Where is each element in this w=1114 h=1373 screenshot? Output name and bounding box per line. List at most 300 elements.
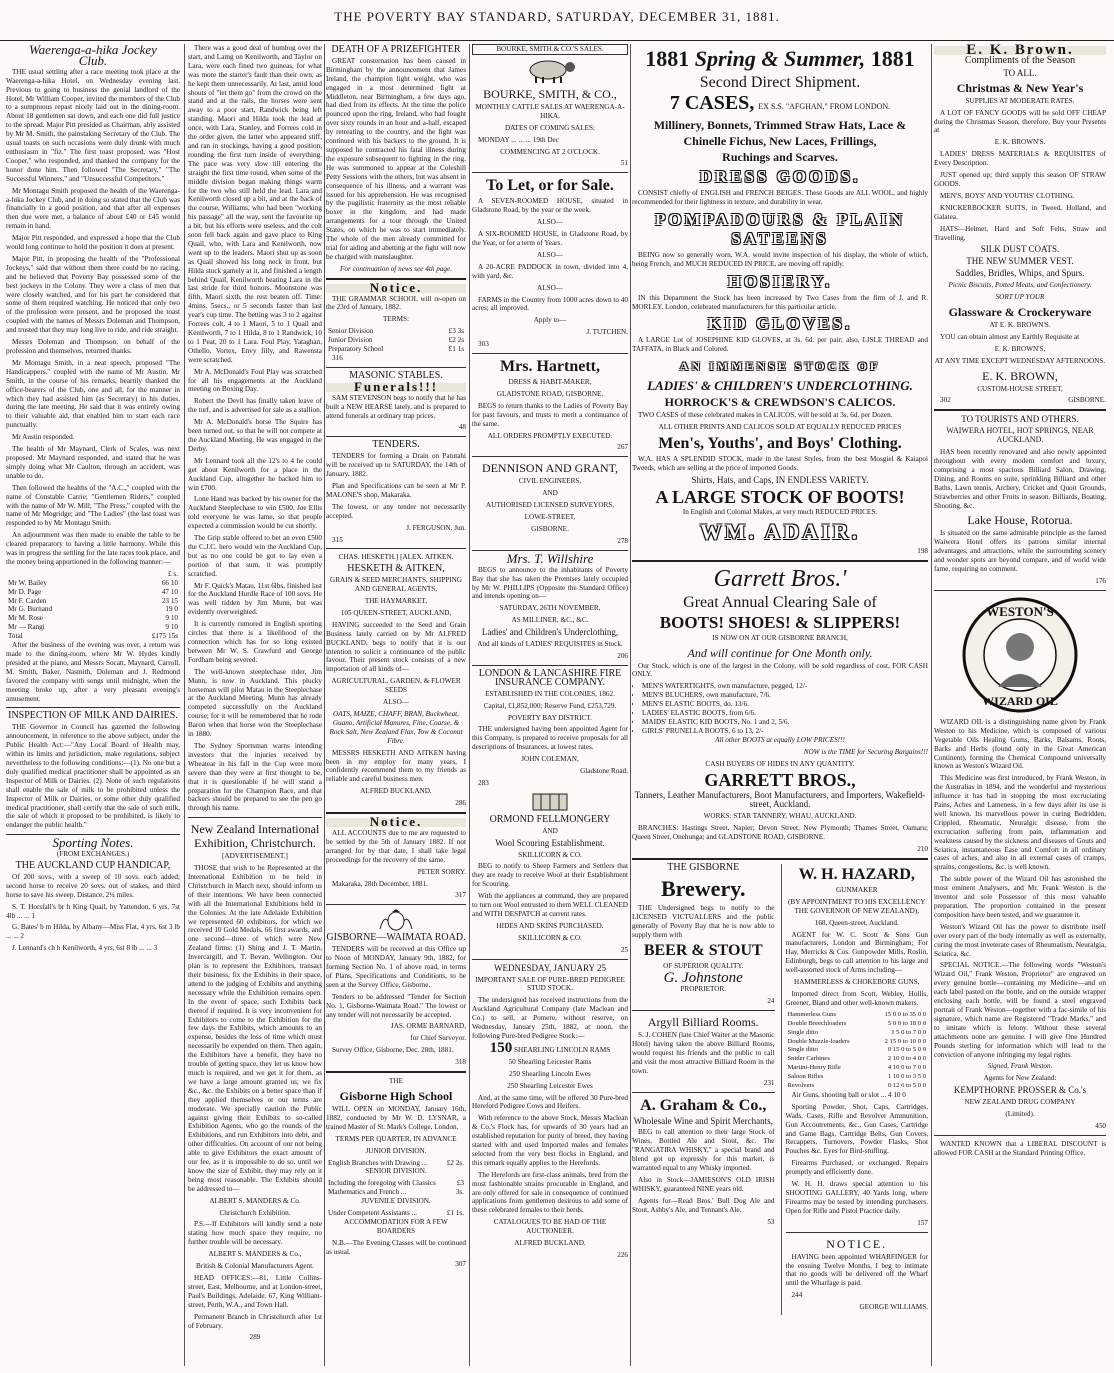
fee-table [326, 1209, 466, 1218]
cell: £2 2s. [446, 1158, 464, 1167]
subheading: (Limited). [1005, 1110, 1035, 1119]
subheading: MONTHLY CATTLE SALES AT WAERENGA-A-HIKA. [475, 102, 625, 120]
paragraph: WILL OPEN on MONDAY, January 16th, 1882, conducted by Mr W. D. LYSNAR, a trained Master of St. Mark's College, London. [326, 1105, 466, 1131]
paragraph: HEAD OFFICES:—81, Little Collins-street, East, Melbourne, and at London-street, Paul's Buildings, Adelaide. 67, King William-street, Perth, W.A., and Town Hall. [188, 1274, 322, 1309]
notice-heading: Notice. [326, 818, 466, 827]
ad-number: 289 [249, 1333, 261, 1342]
year: 1881 [645, 46, 690, 71]
cell: Revolvers [787, 1082, 815, 1090]
advertiser-name: E. K. Brown. [934, 46, 1106, 55]
paragraph: IN this Department the Stock has been increased by Two Cases from the firm of J. and R. MORLEY, London, celebrated manufacturers for this particular article. [632, 293, 928, 311]
divider [632, 858, 928, 860]
table-total-row [6, 632, 180, 641]
paragraph: BRANCHES: Hastings Street, Napier; Devon Street, New Plymouth; Thames Street, Oamaru; Queen Street, Onehunga; and GLADSTONE ROAD, GISBORNE. [632, 824, 928, 842]
divider [934, 1135, 1106, 1136]
table-row [786, 1064, 929, 1073]
paragraph: P.S.—If Exhibitors will kindly send a note stating how much space they require, no further trouble will be necessary. [188, 1220, 322, 1247]
section-heading: A LARGE STOCK OF BOOTS! [655, 486, 905, 507]
ad-number: 278 [617, 536, 628, 545]
paragraph: The well-known steeplechase rider, Jim Munn, is now in Auckland. This plucky horseman will pilot Matau in the Steeplechase at the Auckland Meeting. Munn has already competed successfully on the Auckland course; for it will be remembered that he rode Baron when that horse won the Steeplechase in 1880. [188, 667, 322, 739]
table-row [326, 1159, 466, 1168]
signature: PETER SORRY. [417, 867, 466, 876]
paragraph: Air Guns, shooting ball or slot ... 4 10 0 [791, 1090, 906, 1099]
section-heading: INSPECTION OF MILK AND DAIRIES. [8, 710, 178, 722]
cell: Including the foregoing with Classics Mathematics and French ... [328, 1179, 436, 1197]
paragraph: JUST opened up; third supply this season OF STRAW GOODS. [934, 171, 1106, 188]
cell: Junior Division [328, 336, 373, 345]
subheading: IMPORTANT SALE OF PURE-BRED PEDIGREE STUD STOCK. [475, 975, 625, 993]
masthead: THE POVERTY BAY STANDARD, SATURDAY, DECEMBER 31, 1881. [0, 0, 1114, 41]
cell: 0 15 0 to 5 0 0 [887, 1046, 926, 1054]
cell: 9 10 [165, 614, 178, 623]
subheading: DRESS & HABIT-MAKER, [508, 378, 592, 387]
subheading: ACCOMMODATION FOR A FEW BOARDERS [344, 1217, 448, 1235]
divider [632, 560, 928, 562]
paragraph: THOSE that wish to be Represented at the International Exhibition to be held in Christchurch in March next, should inform us of their intentions. We have been connected with all the International Exhibitions held in the Colonies. At the late Adelaide Exhibition we represented 60 exhibitors, for which we received 10 Gold Medals, 66 first awards, and one second—three of which were New Zealand firms: (1) Shing and J. T. Martin, Invercargill, and T. Bevan, Wellington. Our plan is to represent the Exhibitors, transact their business, fix the Exhibits in their space, attend to the judging of Exhibits and anything necessary while the Exhibition remains open. In the event of space, such Exhibits back thereof if required. It is very inconvenient for Exhibitors to come to the Exhibition for the few days the Exhibits, which amounts to an expense, besides the loss of time which must necessarily be expended on them. Then again, the Exhibitors have a benefit, they have no trouble of getting space, they let us know how much is required, and we get it for them, as we have a large amount granted us; we fix &c., &c. the Exhibits on a better space than if they applied themselves or our terms are moderate. We specially caution the Public against giving their Exhibits to so-called Exhibition Agents, who go the rounds of the Exhibitions, and run Exhibitors into debt, and other difficulties. On account of our not being able to give Exhibitors the exact amount of our fee, as it is impossible to do so, until we know the size of Exhibit, they may rely on it being most reasonable. The Exhibits should be addressed to— [188, 864, 322, 1193]
subheading: ALSO— [537, 283, 563, 292]
signature: for Chief Surveyor. [410, 1034, 466, 1043]
paragraph: Mr Austin responded. [12, 433, 75, 442]
section-heading: AN IMMENSE STOCK OF [679, 359, 881, 374]
subheading: HIDES AND SKINS PURCHASED. [496, 921, 604, 930]
subheading: ALSO— [383, 698, 409, 707]
subheading: AND [542, 826, 558, 835]
ad-number: 48 [458, 423, 466, 432]
paragraph: N.B.—The Evening Classes will be continued as usual. [326, 1238, 466, 1256]
ad-number: 286 [455, 799, 466, 808]
paragraph: Mr F. Quick's Matau, 11st 6lbs, finished last for the Auckland Hurdle Race of 100 sovs. He was well ridden by Jim Munn, but was evidently overweighted. [188, 581, 322, 617]
subheading: Tanners, Leather Manufacturers, Boot Manufacturers, and Importers, Wakefield-street, Auckland. [634, 790, 926, 810]
subheading: SUPPLIES AT MODERATE RATES. [965, 96, 1075, 105]
subheading: ALSO— [537, 250, 563, 259]
divider [472, 353, 628, 354]
subheading: CASH BUYERS OF HIDES IN ANY QUANTITY. [705, 759, 855, 768]
paragraph: Lone Hand was backed by his owner for the Auckland Steeplechase to win £500. Joe Ellis told everyone he was lame, so that people expected a commission would be cut shortly. [188, 495, 322, 531]
ad-number: 231 [763, 1078, 775, 1087]
paragraph: HAVING been appointed WHARFINGER for the ensuing Twelve Months, I beg to intimate that no goods will be delivered off the Wharf until the Wharfage is paid. [785, 1252, 928, 1288]
paragraph: W. H. H. draws special attention to his SHOOTING GALLERY, 40 Yards long, where Firearms may be tested by intending purchasers. Open for Rifle and Pistol Practice daily. [785, 1180, 928, 1215]
section-heading: HOSIERY. [727, 271, 833, 291]
ad-number: 226 [617, 1251, 628, 1259]
ad-row [632, 861, 928, 1315]
paragraph: S. J. COHEN (late Chief Waiter at the Masonic Hotel) having taken the above Billiard Rooms, would request his friends and the public to call and visit the most attractive Billiard Room in the town. [632, 1031, 775, 1075]
ad-number: 51 [620, 159, 628, 168]
advertiser-name: Garrett Bros.' [713, 565, 847, 592]
advertiser-name: WM. ADAIR. [699, 518, 861, 544]
section-heading: New Zealand International Exhibition, Christchurch. [190, 822, 320, 851]
subheading: ESTABLISHED IN THE COLONIES, 1862. [485, 689, 615, 698]
subheading: ALL ORDERS PROMPTLY EXECUTED. [487, 431, 613, 440]
paragraph: TENDERS for forming a Drain on Patutahi will be received up to SATURDAY, the 14th of January, 1882. [326, 452, 466, 479]
cell: 23 15 [161, 596, 178, 605]
column-rule [630, 44, 631, 1366]
subheading: WEDNESDAY, JANUARY 25 [494, 962, 606, 973]
divider [934, 590, 1106, 591]
subheading: HAMMERLESS & CHOKEBORE GUNS, [794, 978, 920, 987]
subheading: TO TOURISTS AND OTHERS. [961, 414, 1079, 425]
column-rule [184, 44, 185, 1366]
paragraph: Then followed the healths of the "A.C.," coupled with the name of Constable Carrie; "Gentlemen Riders," coupled with the name of Mr W. Mill; "The Press," coupled with the name of Mr Mogridge; and "The Ladies" (the last toast was responded to by Mr Montagu Smith. [6, 483, 180, 528]
paragraph: Tenders to be addressed "Tender for Section No. 1, Gisborne-Waimata Road." The lowest or any tender will not necessarily be accepted. [326, 992, 466, 1019]
paragraph: THE undersigned having been appointed Agent for this Company, is prepared to receive proposals for all descriptions of Insurances, at lowest rates. [472, 725, 628, 752]
paragraph: THE usual settling after a race meeting took place at the Waerenga-a-hika Hotel, on Wednesday evening last. Previous to going to business the genial landlord of the Hotel, Mr William Cooper, invited the members of the Club to a sumptuous repast nicely laid out in the dining-room. About 18 gentlemen sat down, and each one did full justice to the spread. Major Pitt presided as Chairman, ably assisted by Mr M. Smith, the painstaking Secretary of the Club. The usual toasts on such occasions were duly drunk with much enthusiasm in "fiz." The first toast proposed, was "Host Cooper," who responded, and thanked the company for the honor done him. Then followed "The Secretary," "The Successful Winners," and "Unsuccessful Competitors." [6, 67, 180, 183]
paragraph: HAS been recently renovated and also newly appointed throughout with every modern comfort and luxury, comprising a most spacious Billiard Salon, Drawing, Dining, and Rooms en suite, sprinkling Billiard and other Baths, Lawn tennis, Archery, Cricket and Quoit Grounds, Strawberries and other Fruits in season. Billiards, Boating, Shooting, &c. [934, 448, 1106, 510]
section-heading: HESKETH & AITKEN, [347, 563, 445, 575]
paragraph: There was a good deal of humbug over the start, and Lamg on Kenilworth, and Taylor on Lara, were each fined two guineas, for what was more the starter's fault than their own, as he kept them unnecessarily. At last, amid loud shouts of "let them go" from the crowd on the stand and at the rails, the horses were sent away to a poor start, Randwick being left standing. Maori and Hilda took the lead at once, with Lara, Stanley, and Forrees cold in the order given, the latter who appeared stiff, and ran in stockings, having a good position, rounding the first turn inside of everything. The pace was very slow till entering the straight the first time round, when some of the middle division began making things warm for the two who still held the lead. Lara and Kenilworth closed up a bit, and at the back of the course, Williams, who had been "working his passage" all the way, sent the favourite up a bit, but his efforts were useless, and the colt soon fell back again and gave place to King Quail, who, with Lara and Kenilworth, now went up to the leaders. Maori shut up as soon as Quail showed his long neck in front, but Hilda stuck gamely at it, and finished a length behind Quail, Kenilworth beating Lara in the last stride for third honors. Moonstone was fifth, Maori sixth, the rest beaten off. Time: 4mins. 5secs., or 5 seconds faster than last year's cup time. The betting was 3 to 2 against Forrees colt, 4 to 1 Maori, 5 to 1 Quail and Kenilworth, 7 to 1 Hilda, 8 to 1 Randwick, 10 to 1 Peat, 20 to 1 Lara. Foul Play, Yataghan, Othello, Vortex, Envy filly, and Rawensta were scratched. [188, 44, 322, 364]
divider [632, 1092, 775, 1093]
table-row [326, 336, 466, 345]
subheading: ALL OTHER PRINTS AND CALICOS SOLD AT EQUALLY REDUCED PRICES [658, 423, 902, 432]
section-heading: DEATH OF A PRIZEFIGHTER [331, 44, 461, 55]
stock-item: 250 Shearling Leicester Ewes [507, 1081, 593, 1090]
table-row [6, 605, 180, 614]
signature: Christchurch Exhibition. [219, 1208, 291, 1217]
subheading: POVERTY BAY DISTRICT. [508, 713, 592, 722]
ad-number: 315 [332, 535, 343, 544]
wizard-oil-seal-icon [960, 595, 1080, 715]
divider [934, 409, 1106, 411]
subheading [934, 396, 1106, 405]
stock-item: 250 Shearling Lincoln Ewes [509, 1069, 591, 1078]
section-heading: LADIES' & CHILDREN'S UNDERCLOTHING. [647, 378, 913, 394]
subheading: TERMS PER QUARTER, IN ADVANCE [335, 1134, 457, 1143]
paragraph: An adjournment was then made to enable the table to be cleared preparatory to having a little harmony. While this was in progress the settling for the late races took place, and the money being apportioned in the following manner:— [6, 531, 180, 566]
section-heading: MASONIC STABLES. [349, 369, 443, 381]
divider [326, 367, 466, 368]
fee-table [326, 327, 466, 354]
fee-table [326, 1179, 466, 1197]
subheading: AGRICULTURAL, GARDEN, & FLOWER SEEDS [331, 677, 461, 695]
paragraph: The undersigned has received instructions from the Auckland Agricultural Company (late Maclean and Co.) to sell, at Pomere, without reserve, on Wednesday, January 25th, 1882, at noon, the following Pure-bred Pedigree Stock:— [472, 996, 628, 1040]
column-3 [326, 44, 466, 1366]
section-heading: NOTICE. [826, 1236, 888, 1251]
paragraph: GREAT consternation has been caused in Birmingham by the announcement that James Ireland, the champion light weight, who was engaged in a most determined fight at Middleton, near Birmingham, a few days ago, had died from its effects. At the time the police pounced upon the ring, Ireland, who had fought over sixty rounds in an hour and a-half, escaped by retreating to the country, and the fight was continued with his backers to the ground. It is supposed he contracted his fatal illness during the exposure subsequent to fighting in the ring. He was summoned to appear at the Coleshill Petty Sessions with the others, but was absent in consequence of his illness, and a warrant was issued for his apprehension. He was recognised by the pugilistic fraternity as the most reliable boxer in the kingdom, and had made arrangements for a tour through the United States, on which he was to start immediately. The whole of the men already committed for trial for aiding and abetting at the fight will now be charged with manslaughter. [326, 56, 466, 261]
paragraph: HATS—Helmet, Hard and Soft Felts, Straw and Travelling. [934, 224, 1106, 242]
advertiser-name: E. K. BROWN, [982, 368, 1058, 383]
paragraph: With the appliances at command, they are prepared to turn out Wool entrusted to them WELL CLEANED and WITH DESPATCH at current rates. [472, 892, 628, 918]
notice-heading: Funerals!!! [326, 383, 466, 392]
signature: G. Johnstone [663, 970, 743, 987]
subheading: 105 QUEEN-STREET, AUCKLAND, [340, 608, 452, 617]
money-table [6, 570, 180, 641]
paragraph: Messrs Doleman and Thompson, on behalf of the profession and themselves, returned thanks. [6, 338, 180, 355]
wool-bale-icon [527, 791, 573, 813]
gun-price-table [786, 1011, 929, 1091]
subheading: GUNMAKER [835, 885, 878, 894]
paragraph: OATS, MAIZE, CHAFF, BRAN, Buckwheat, Guano, Artificial Manures, Fine, Coarse, & Rock Salt, New Zealand Flax, Tow & Coconut Fibre. [329, 710, 463, 745]
ad-number: 210 [917, 845, 928, 853]
table-row [786, 1029, 929, 1038]
cell: Mr F. Carden [8, 596, 47, 605]
paragraph: ALL ACCOUNTS due to me are requested to be settled by the 5th of January 1882. If not arranged for by that date, I shall take legal proceedings for the recovery of the same. [326, 828, 466, 864]
cell: Senior Division [328, 327, 374, 336]
paragraph: Major Pitt, in proposing the health of the "Professional Jockeys," said that without them there could be no racing, and he believed that Poverty Bay possessed some of the best jockeys in the Colony. They were a class of men that were closely watched, and for his part he considered that some of them required watching. He noticed that only two of the profession were present, and he proposed the toast coupled with the names of Messrs Doleman and Thompson, and trusted that they may long live to ride, and ride straight. [6, 254, 180, 335]
subheading: E. K. BROWN'S. [994, 138, 1046, 147]
ad-number: 198 [917, 546, 928, 555]
continuation-note: For continuation of news see 4th page. [340, 264, 452, 273]
subheading: CIVIL ENGINEERS, [518, 477, 582, 486]
ad-number: 206 [617, 651, 628, 660]
ad-number: 307 [455, 1259, 466, 1268]
cell: Mr W. Bailey [8, 578, 47, 587]
cell: Snider Carbines [787, 1055, 830, 1063]
section-heading: GISBORNE—WAIMATA ROAD. [326, 932, 466, 944]
table-row [6, 588, 180, 597]
list-item: • LADIES' ELASTIC BOOTS, from 6/6. [642, 709, 928, 718]
section-heading: DRESS GOODS. [699, 167, 861, 186]
subheading: THE [389, 1077, 403, 1086]
table-row [326, 327, 466, 336]
subheading: NOW is the TIME for Securing Bargains!!! [803, 747, 928, 756]
subheading: Chinelle Fichus, New Laces, Frillings, [683, 134, 877, 148]
section-heading: Mrs. Hartnett, [500, 358, 600, 376]
date-line: Survey Office, Gisborne, Dec. 28th, 1881. [332, 1046, 454, 1055]
cell: 4 10 0 to 7 0 0 [887, 1064, 926, 1072]
divider [188, 817, 322, 818]
paragraph: AGENT for W. C. Scott & Sons Gun manufacturers, London and Birmingham; For Hay, Merricks & Cos. Gunpowder Mills, Roslin, Edinburgh, begs to call attention to his large and well-assorted stock of Arms including— [785, 930, 928, 975]
ad-number: 283 [478, 778, 489, 787]
cell: 2 10 0 to 4 0 0 [887, 1055, 926, 1063]
subheading: JUVENILE DIVISION. [361, 1197, 431, 1206]
ad-number: 176 [1095, 576, 1106, 585]
section-heading: BOURKE, SMITH & CO.'S SALES. [472, 44, 628, 55]
section-heading: Christmas & New Year's [956, 80, 1084, 95]
section-heading [632, 46, 928, 72]
paragraph: BEING now so generally worn, W.A. would invite inspection of his display, the whole of which, being French, and MUCH REDUCED IN PRICE, are moving off rapidly. [632, 250, 928, 268]
divider [326, 548, 466, 549]
subheading: 168, Queen-street, Auckland. [814, 918, 899, 927]
paragraph: Mr A. McDonald's Foul Play was scratched for all his engagements at the Auckland meeting on Boxing Day. [188, 367, 322, 394]
paragraph: Sporting Powder, Shot, Caps, Cartridges, Wads, Cases, Rifle and Revolver Ammunition, Gun Accoutrements, &c., Gun Cases, Cartridge and Game Bags, Cartridge Belts, Gun Covers, Recappers, Turnovers, Powder Flasks, Shot Pouches &c. Eyes for Bird-stuffing. [785, 1102, 928, 1156]
subheading: Apply to— [533, 316, 567, 325]
divider [632, 1010, 775, 1011]
advertiser-name: GARRETT BROS., [704, 770, 856, 791]
section-heading: Argyll Billiard Rooms. [647, 1015, 759, 1030]
cell: 15 0 0 to 35 0 0 [884, 1010, 926, 1018]
paragraph: THE GRAMMAR SCHOOL will re-open on the 23rd of January, 1882. [326, 294, 466, 312]
paragraph: It is currently rumored in English sporting circles that there is a likelihood of the connection which has for so long existed between Mr W. S. Crawfurd and George Fordham being severed. [188, 620, 322, 664]
subheading [472, 1039, 628, 1056]
column-rule [324, 44, 325, 1366]
paragraph: TENDERS will be received at this Office up to Noon of MONDAY, January 9th, 1882, for forming Section No. 1 of above road, in terms of Plans, Specifications and Conditions, to be seen at the Survey Office, Gisborne. [326, 945, 466, 989]
paragraph: W.A. HAS A SPLENDID STOCK, made in the latest Styles, from the best Mosgiel & Kaiapoi Tweeds, which are selling at the price of imported Goods. [632, 455, 928, 472]
signature: SKILLICORN & CO. [518, 933, 582, 942]
column-6 [934, 44, 1106, 1366]
ad-block-right [781, 864, 929, 1315]
paragraph: With reference to the above Stock, Messrs Maclean & Co.'s Flock has, for upwards of 30 years had an established reputation for purity of breed, they having started with and used Imported males and females selected from the very best flocks in England, and this remark equally applies to the Herefords. [472, 1114, 628, 1167]
paragraph: This Medicine was first introduced, by Frank Weston, in the Australias in 1894, and the wonderful and mysterious influence it has had in stopping the most excruciating Pains, Aches and Lameness, in a few days after its use is well known. Its marvellous power in curing Bedridden, Crippled, Rheumatic, Neuralgic disease, from the excruciation suffering from pain, inflammation and weakness caused by the sickness and diseases of Gouts and Sciatica, instantaneous Ease and Comfort in all ordinary cases of aches, and also in all external cases of cramps, sprains, congestions, &c. is well known. [934, 774, 1106, 872]
cell: 19 0 [165, 605, 178, 614]
cell: £1 1s. [446, 1209, 464, 1218]
paragraph: BEGS to announce to the inhabitants of Poverty Bay that she has taken the Premises lately occupied by Mr W. PHILLIPS (Opposite the Standard Office) and intends opening on— [472, 565, 628, 601]
subheading: AND [542, 489, 558, 498]
ad-number: 24 [767, 997, 775, 1006]
ad-number: 317 [455, 891, 466, 900]
section-heading: POMPADOURS & PLAIN SATEENS [654, 209, 906, 248]
section-heading: DENNISON AND GRANT, [481, 461, 619, 476]
paragraph: A SIX-ROOMED HOUSE, in Gladstone Road, by the Year, or for a term of Years. [472, 230, 628, 247]
royal-arms-icon [376, 909, 416, 931]
subheading: AS MILLINER, &C., &C. [511, 616, 589, 625]
subheading: E. K. BROWN'S, [994, 344, 1046, 353]
subheading: DATES OF COMING SALES: [504, 123, 596, 132]
signature: J. TUTCHEN. [586, 328, 628, 337]
cell: 9 10 [165, 623, 178, 632]
cell: Preparatory School [328, 345, 384, 354]
subheading: WAIWERA HOTEL, HOT SPRINGS, NEAR AUCKLAND. [946, 426, 1094, 445]
divider [472, 172, 628, 173]
cell: £1 1s [448, 345, 464, 354]
cell: Mr G. Burnand [8, 605, 53, 614]
cell: 0 12 6 to 5 0 0 [887, 1082, 926, 1090]
cell: Total [8, 632, 23, 641]
signature: JAS. ORME BARNARD, [390, 1022, 466, 1031]
paragraph: Of 200 sovs., with a sweep of 10 sovs. each added; second horse to receive 20 sovs. out of stakes, and third horse to save his sweep. Distance, 2¼ miles. [6, 872, 180, 899]
divider [6, 707, 180, 708]
paragraph: Imported direct from Scott, Webley, Hollis, Greener, Bland and other well-known makers. [785, 989, 928, 1007]
subheading: Picnic Biscuits, Potted Meats, and Confectionery. [948, 281, 1092, 290]
subheading: OF SUPERIOR QUALITY. [663, 962, 744, 971]
divider [326, 436, 466, 437]
cell: 47 10 [161, 587, 178, 596]
subheading: AT ANY TIME EXCEPT WEDNESDAY AFTERNOONS. [934, 356, 1106, 365]
section-heading: BOURKE, SMITH, & CO., [483, 86, 617, 101]
list-item: • MAIDS' ELASTIC KID BOOTS, No. 1 and 2, 5/6. [642, 718, 928, 727]
subheading: NEW ZEALAND DRUG COMPANY [964, 1098, 1076, 1107]
cell: Saloon Rifles [787, 1073, 824, 1081]
subheading: (FROM EXCHANGES.) [56, 850, 130, 859]
table-row [786, 1046, 929, 1055]
table-row [6, 623, 180, 632]
subheading: KEMPTHORNE PROSSER & Co.'s [953, 1085, 1087, 1096]
subheading: SATURDAY, 26TH NOVEMBER, [499, 604, 601, 613]
signature: ALFRED BUCKLAND. [514, 1239, 586, 1248]
subheading: (BY APPOINTMENT TO HIS EXCELLENCY THE GOVERNOR OF NEW ZEALAND), [788, 897, 926, 915]
paragraph: Major Pitt responded, and expressed a hope that the Club would long continue to hold the position it does at present. [6, 234, 180, 252]
subheading: [ADVERTISEMENT.] [222, 852, 288, 861]
year: 1881 [870, 46, 915, 71]
date-line: Makaraka, 28th December, 1881. [332, 879, 428, 888]
paragraph: S. T. Horsfall's br h King Quail, by Yattendon, 6 yrs, 7st 4lb ... ... 1 [6, 902, 180, 920]
divider [472, 959, 628, 960]
paragraph: A LARGE Lot of JOSEPHINE KID GLOVES, at 3s. 6d. per pair; also, LISLE THREAD and TAFFATA, in Black and Colored. [632, 336, 928, 354]
subheading: Great Annual Clearing Sale of [683, 593, 877, 611]
cell: Mr M. Rose [8, 614, 43, 623]
section-heading: HORROCK'S & CREWDSON'S CALICOS. [664, 395, 896, 410]
paragraph: BEGS to return thanks to the Ladies of Poverty Bay for past favours, and trusts to merit a continuance of the same. [472, 401, 628, 428]
cell: Single ditto [787, 1046, 819, 1054]
divider [472, 665, 628, 666]
paragraph: TWO CASES of these celebrated makes in CALICOS, will be sold at 3s. 6d. per Dozen. [638, 411, 893, 420]
divider [472, 456, 628, 457]
subheading: Wholesale Wine and Spirit Merchants, [633, 1115, 773, 1126]
seal-text-top: WESTON'S [986, 603, 1054, 619]
ad-number: 157 [917, 1218, 928, 1227]
paragraph: And, at the same time, will be offered 30 Pure-bred Hereford Pedigree Cows and Heifers. [472, 1093, 628, 1111]
cell: £3 3s [448, 327, 464, 336]
subheading: AUTHORISED LICENSED SURVEYORS, [485, 501, 615, 510]
column-rule [931, 44, 932, 1366]
advertiser-name: A. Graham & Co., [640, 1096, 767, 1114]
subheading: WORKS: STAR TANNERY, WHAU, AUCKLAND. [703, 812, 857, 821]
table-row [786, 1082, 929, 1091]
ad-number: 25 [620, 945, 628, 954]
ad-number: 318 [455, 1058, 466, 1067]
paragraph: THE Governor in Council has gazetted the following announcement, in reference to the above subject, under the Public Health Act:—"Any Local Board of Health may, within its limits and jurisdiction, make regulations, subject nevertheless to the following conditions:—(1). No one but a duly qualified medical practitioner shall be appointed as an Inspector of Milk or Dairies. (2). None of such regulations shall enable the sale of milk to be prohibited unless the Inspector of Milk or Dairies, or some other duly qualified medical practitioner, shall certify that the sale of such milk, the sale of which it proposed to be prohibited, is likely to endanger the public health." [6, 723, 180, 830]
season-title: Spring & Summer, [694, 46, 866, 71]
subheading: Compliments of the Season [964, 54, 1076, 66]
section-heading: TENDERS. [372, 439, 420, 451]
paragraph: J. Lennard's ch h Kenilworth, 4 yrs, 6st 8 lb ... ... 3 [12, 944, 158, 953]
paragraph: The Sydney Sportsman warns intending investors that the injuries received by Wheatear in his fall in the Cup were more severe than they were at first thought to be, that it is questionable if he will stand a preparation for the Champion Race, and that backers should be prepared to see the pen go through his name. [188, 741, 322, 813]
signature: Gladstone Road. [580, 767, 628, 776]
ad-number: 303 [478, 340, 489, 349]
subheading: SORT UP YOUR [995, 293, 1045, 302]
cases-text: EX S.S. "AFGHAN," FROM LONDON. [758, 102, 891, 111]
subheading: GRAIN & SEED MERCHANTS, SHIPPING AND GENERAL AGENTS, [330, 576, 462, 594]
table-row [326, 1179, 466, 1197]
paragraph: The subtle power of the Wizard Oil has astonished the most eminent Analysers, and Mr. Frank Weston is the inventor and sole Possessor of this most valuable preparation. The proportion contained in the present composition have been tested, and we guarantee it. [934, 875, 1106, 919]
column-5 [632, 44, 928, 1366]
stock-item: SHEARLING LINCOLN RAMS [514, 1045, 611, 1054]
paragraph: Mr Montagu Smith, in a neat speech, proposed "The Handicappers," coupled with the name of Mr Austin. Mr Smith, in the course of his remarks, heartily thanked the office-bearers of the Club, one and all, for the manner in which they had assisted him (as Secretary) in his duties, during the late meeting. He said that it was entirely owing to their valuable aid, that enabled him to start each race punctually. [6, 358, 180, 430]
table-row [786, 1055, 929, 1064]
subheading: SENIOR DIVISION. [365, 1167, 427, 1176]
cell: Double Muzzle-loaders [787, 1037, 850, 1045]
ad-number: 302 [940, 396, 951, 405]
paragraph: Weston's Wizard Oil has the power to distribute itself over every part of the body internally as well as externally, curing the most inveterate cases of Rheumatism, Neuralgia, Sciatica, &c. [934, 922, 1106, 958]
section-heading: BEER & STOUT [643, 942, 763, 960]
cell: £2 2s [448, 336, 464, 345]
signature: J. FERGUSON, Jun. [406, 523, 466, 532]
subheading: Ruchings and Scarves. [722, 150, 838, 164]
paragraph: Is situated on the same admirable principle as the famed Waiwera Hotel offers its patrons similar internal advantages, and attractions, while the surrounding scenery and wonder spots are beyond compare, and of world wide fame, requiring no comment. [934, 529, 1106, 574]
list-item: • MEN'S WATERTIGHTS, own manufacture, pegged, 12/- [642, 682, 928, 691]
section-heading: ORMOND FELLMONGERY [489, 813, 611, 825]
paragraph: A 20-ACRE PADDOCK in town, divided into 4, with yard, &c. [472, 262, 628, 280]
section-heading: THE AUCKLAND CUP HANDICAP, [15, 860, 171, 872]
paragraph: Our Stock, which is one of the largest in the Colony, will be sold regardless of cost, FOR CASH ONLY. [632, 661, 928, 679]
table-row [786, 1020, 929, 1029]
article-title: Waerenga-a-hika Jockey [29, 44, 157, 57]
subheading: THE GISBORNE [667, 861, 740, 873]
section-heading: KID GLOVES. [707, 314, 853, 334]
paragraph: The Grip stable offered to bet an even £500 the C.J.C. hero would win the Auckland Cup, but as no one could be got to lay even a portion of that sum, it was promptly scratched. [188, 534, 322, 578]
cell: 1 10 0 to 3 5 0 [887, 1073, 926, 1081]
table-header-row [6, 570, 180, 579]
subheading: TERMS: [383, 315, 409, 324]
subheading: LOWE-STREET, [524, 513, 576, 522]
cell: English Branches with Drawing ... [328, 1158, 428, 1167]
advertiser-name: W. H. HAZARD, [798, 865, 915, 883]
subheading: SKILLICORN & CO. [518, 850, 582, 859]
paragraph: BEG to notify to Sheep Farmers and Settlers that they are ready to receive Wool at their Establishment for Scouring. [472, 862, 628, 889]
cases-count: 7 CASES, [669, 92, 755, 114]
signature: Signed, Frank Weston. [987, 1062, 1053, 1071]
cell: 66 10 [161, 578, 178, 587]
subheading: IS NOW ON AT OUR GISBORNE BRANCH, [712, 633, 848, 642]
cell: Hammerless Guns [787, 1010, 837, 1018]
subheading: SILK DUST COATS. [980, 244, 1060, 255]
paragraph: The health of Mr Maynard, Clerk of Scales, was next proposed. Mr Maynard responded, and stated that he was simply doing what Mr Caulton, through an accident, was unable to do. [6, 445, 180, 480]
paragraph: MONDAY ... ... ... 19th Dec [478, 135, 559, 144]
subheading: TO ALL. [1003, 67, 1037, 78]
ad-number: 267 [617, 443, 628, 452]
section-heading: Glassware & Crockeryware [948, 304, 1092, 319]
section-heading: Lake House, Rotorua. [967, 513, 1073, 528]
cell: Mr — Rangi [8, 623, 45, 632]
paragraph: Mr Lennard took all the 12's to 4 he could get about Kenilworth for a place in the Auckland Cup, altogether he backed him to win £700. [188, 456, 322, 492]
